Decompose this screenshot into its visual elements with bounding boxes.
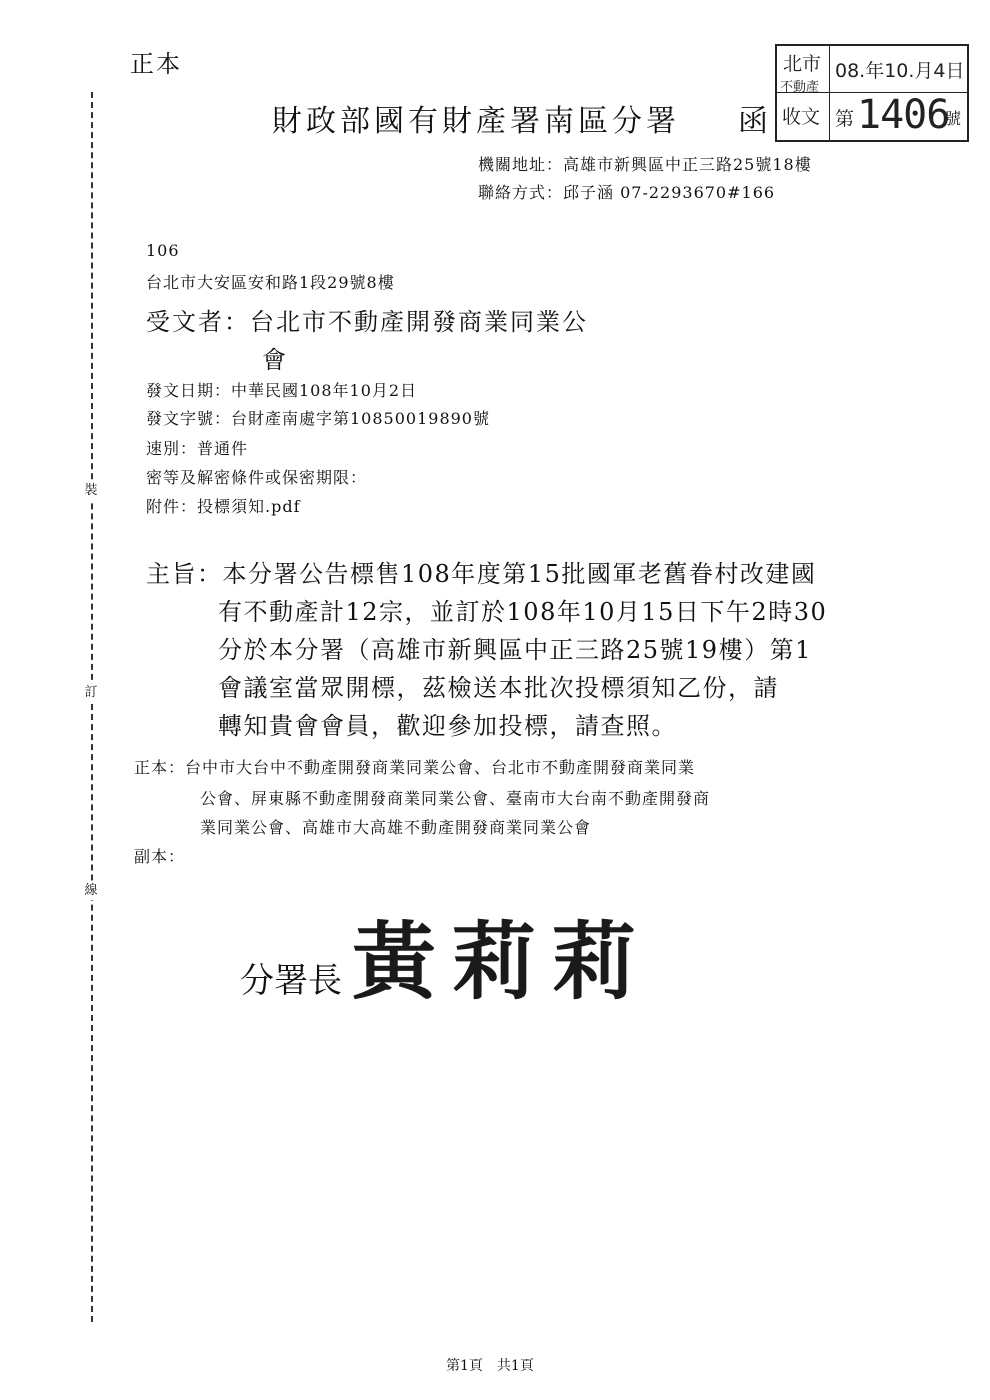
delivery-speed: 速別：普通件 xyxy=(146,439,249,458)
postal-code: 106 xyxy=(146,241,180,260)
document-number: 發文字號：台財產南處字第10850019890號 xyxy=(146,409,490,428)
copy-label: 正本 xyxy=(130,50,182,78)
binding-mark-ding: 訂 xyxy=(80,684,102,702)
binding-mark-xian: 線 xyxy=(80,882,102,900)
signature-block xyxy=(240,895,652,1016)
receipt-stamp xyxy=(775,44,969,142)
purpose-line: 轉知貴會會員，歡迎參加投標，請查照。 xyxy=(218,712,677,740)
stamp-org-line1: 北市 xyxy=(783,53,822,75)
stamp-number: 1406 xyxy=(857,92,950,138)
recipient-address: 台北市大安區安和路1段29號8樓 xyxy=(146,273,395,292)
original-recipients-continued: 公會、屏東縣不動產開發商業同業公會、臺南市大台南不動產開發商 xyxy=(200,789,711,808)
recipient-label-continued: 會 xyxy=(262,346,286,374)
copy-recipients: 副本： xyxy=(134,847,186,866)
binding-line xyxy=(91,92,93,1322)
attachment: 附件：投標須知.pdf xyxy=(146,497,301,516)
agency-contact: 聯絡方式：邱子涵 07-2293670#166 xyxy=(478,183,776,202)
original-recipients: 正本：台中市大台中不動產開發商業同業公會、台北市不動產開發商業同業 xyxy=(134,758,696,777)
stamp-number-suffix: 號 xyxy=(945,109,962,128)
agency-title: 財政部國有財產署南區分署 xyxy=(272,104,680,139)
stamp-divider-vertical xyxy=(829,46,830,140)
issue-date: 發文日期：中華民國108年10月2日 xyxy=(146,381,418,400)
secrecy-level: 密等及解密條件或保密期限： xyxy=(146,468,368,487)
stamp-number-prefix: 第 xyxy=(835,108,855,130)
stamp-org-line2: 不動產 xyxy=(780,80,820,95)
page-number: 第1頁 共1頁 xyxy=(446,1358,534,1374)
binding-mark-zhuang: 裝 xyxy=(80,482,102,500)
purpose-line: 分於本分署（高雄市新興區中正三路25號19樓）第1 xyxy=(218,636,812,664)
doc-type: 函 xyxy=(738,104,768,139)
recipient-label: 受文者：台北市不動產開發商業同業公 xyxy=(146,308,588,336)
purpose-line: 有不動產計12宗，並訂於108年10月15日下午2時30 xyxy=(218,598,828,626)
purpose-line: 會議室當眾開標，茲檢送本批次投標須知乙份，請 xyxy=(218,674,779,702)
agency-address: 機關地址：高雄市新興區中正三路25號18樓 xyxy=(478,155,812,174)
stamp-date: 08.年10.月4日 xyxy=(835,60,965,82)
purpose-line: 主旨：本分署公告標售108年度第15批國軍老舊眷村改建國 xyxy=(146,560,817,588)
original-recipients-continued: 業同業公會、高雄市大高雄不動產開發商業同業公會 xyxy=(200,818,592,837)
signatory-title: 分署長 xyxy=(240,961,342,1001)
stamp-org-line3: 收文 xyxy=(782,106,821,128)
signatory-name: 黃莉莉 xyxy=(352,912,653,1011)
